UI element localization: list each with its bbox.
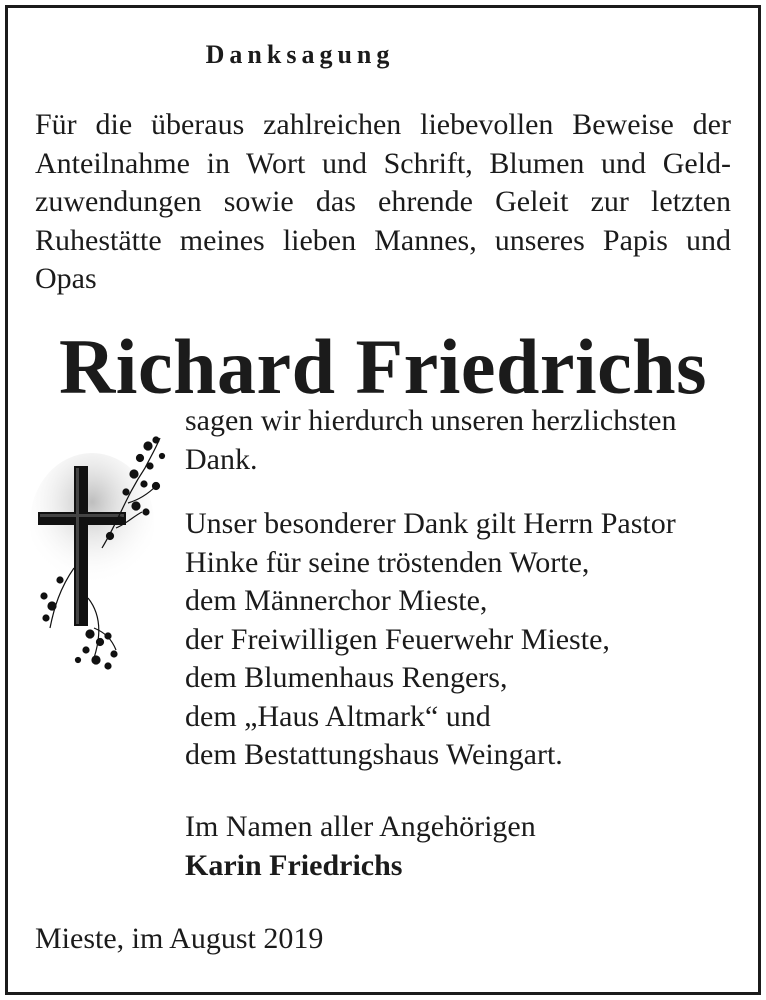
thanks-line: Dank.	[185, 442, 258, 476]
thanks-paragraph	[185, 402, 745, 479]
special-thanks-line: Hinke für seine tröstenden Worte,	[185, 545, 590, 579]
special-thanks-line: dem Männerchor Mieste,	[185, 584, 488, 617]
notice-heading: Danksagung	[205, 40, 395, 69]
special-thanks-line: dem „Haus Altmark“ und	[185, 699, 491, 733]
intro-line: Für die überaus zahlreichen liebevollen Beweise der	[35, 108, 731, 141]
special-thanks-line: dem Blumenhaus Rengers,	[185, 661, 508, 694]
intro-line: Ruhestätte meines lieben Mannes, unseres Papis und	[35, 223, 731, 257]
special-thanks-line: dem Bestattungshaus Weingart.	[185, 738, 563, 771]
special-thanks-paragraph	[185, 505, 745, 775]
intro-line: Opas	[35, 262, 97, 295]
intro-line: Anteilnahme in Wort und Schrift, Blumen und Geld-	[35, 146, 731, 180]
cross-with-flowers-icon	[30, 428, 170, 678]
intro-line: zuwendungen sowie das ehrende Geleit zur letzten	[35, 185, 731, 218]
special-thanks-line: der Freiwilligen Feuerwehr Mieste,	[185, 622, 610, 656]
signature-block	[185, 808, 745, 885]
special-thanks-line: Unser besonderer Dank gilt Herrn Pastor	[185, 507, 676, 540]
thanks-line: sagen wir hierdurch unseren herzlichsten	[185, 404, 677, 437]
intro-paragraph	[35, 106, 731, 299]
place-and-date: Mieste, im August 2019	[35, 922, 324, 955]
on-behalf-text: Im Namen aller Angehörigen	[185, 810, 536, 843]
cross-illustration	[30, 428, 170, 678]
deceased-name: Richard Friedrichs	[58, 323, 708, 410]
signer-name: Karin Friedrichs	[185, 848, 403, 882]
